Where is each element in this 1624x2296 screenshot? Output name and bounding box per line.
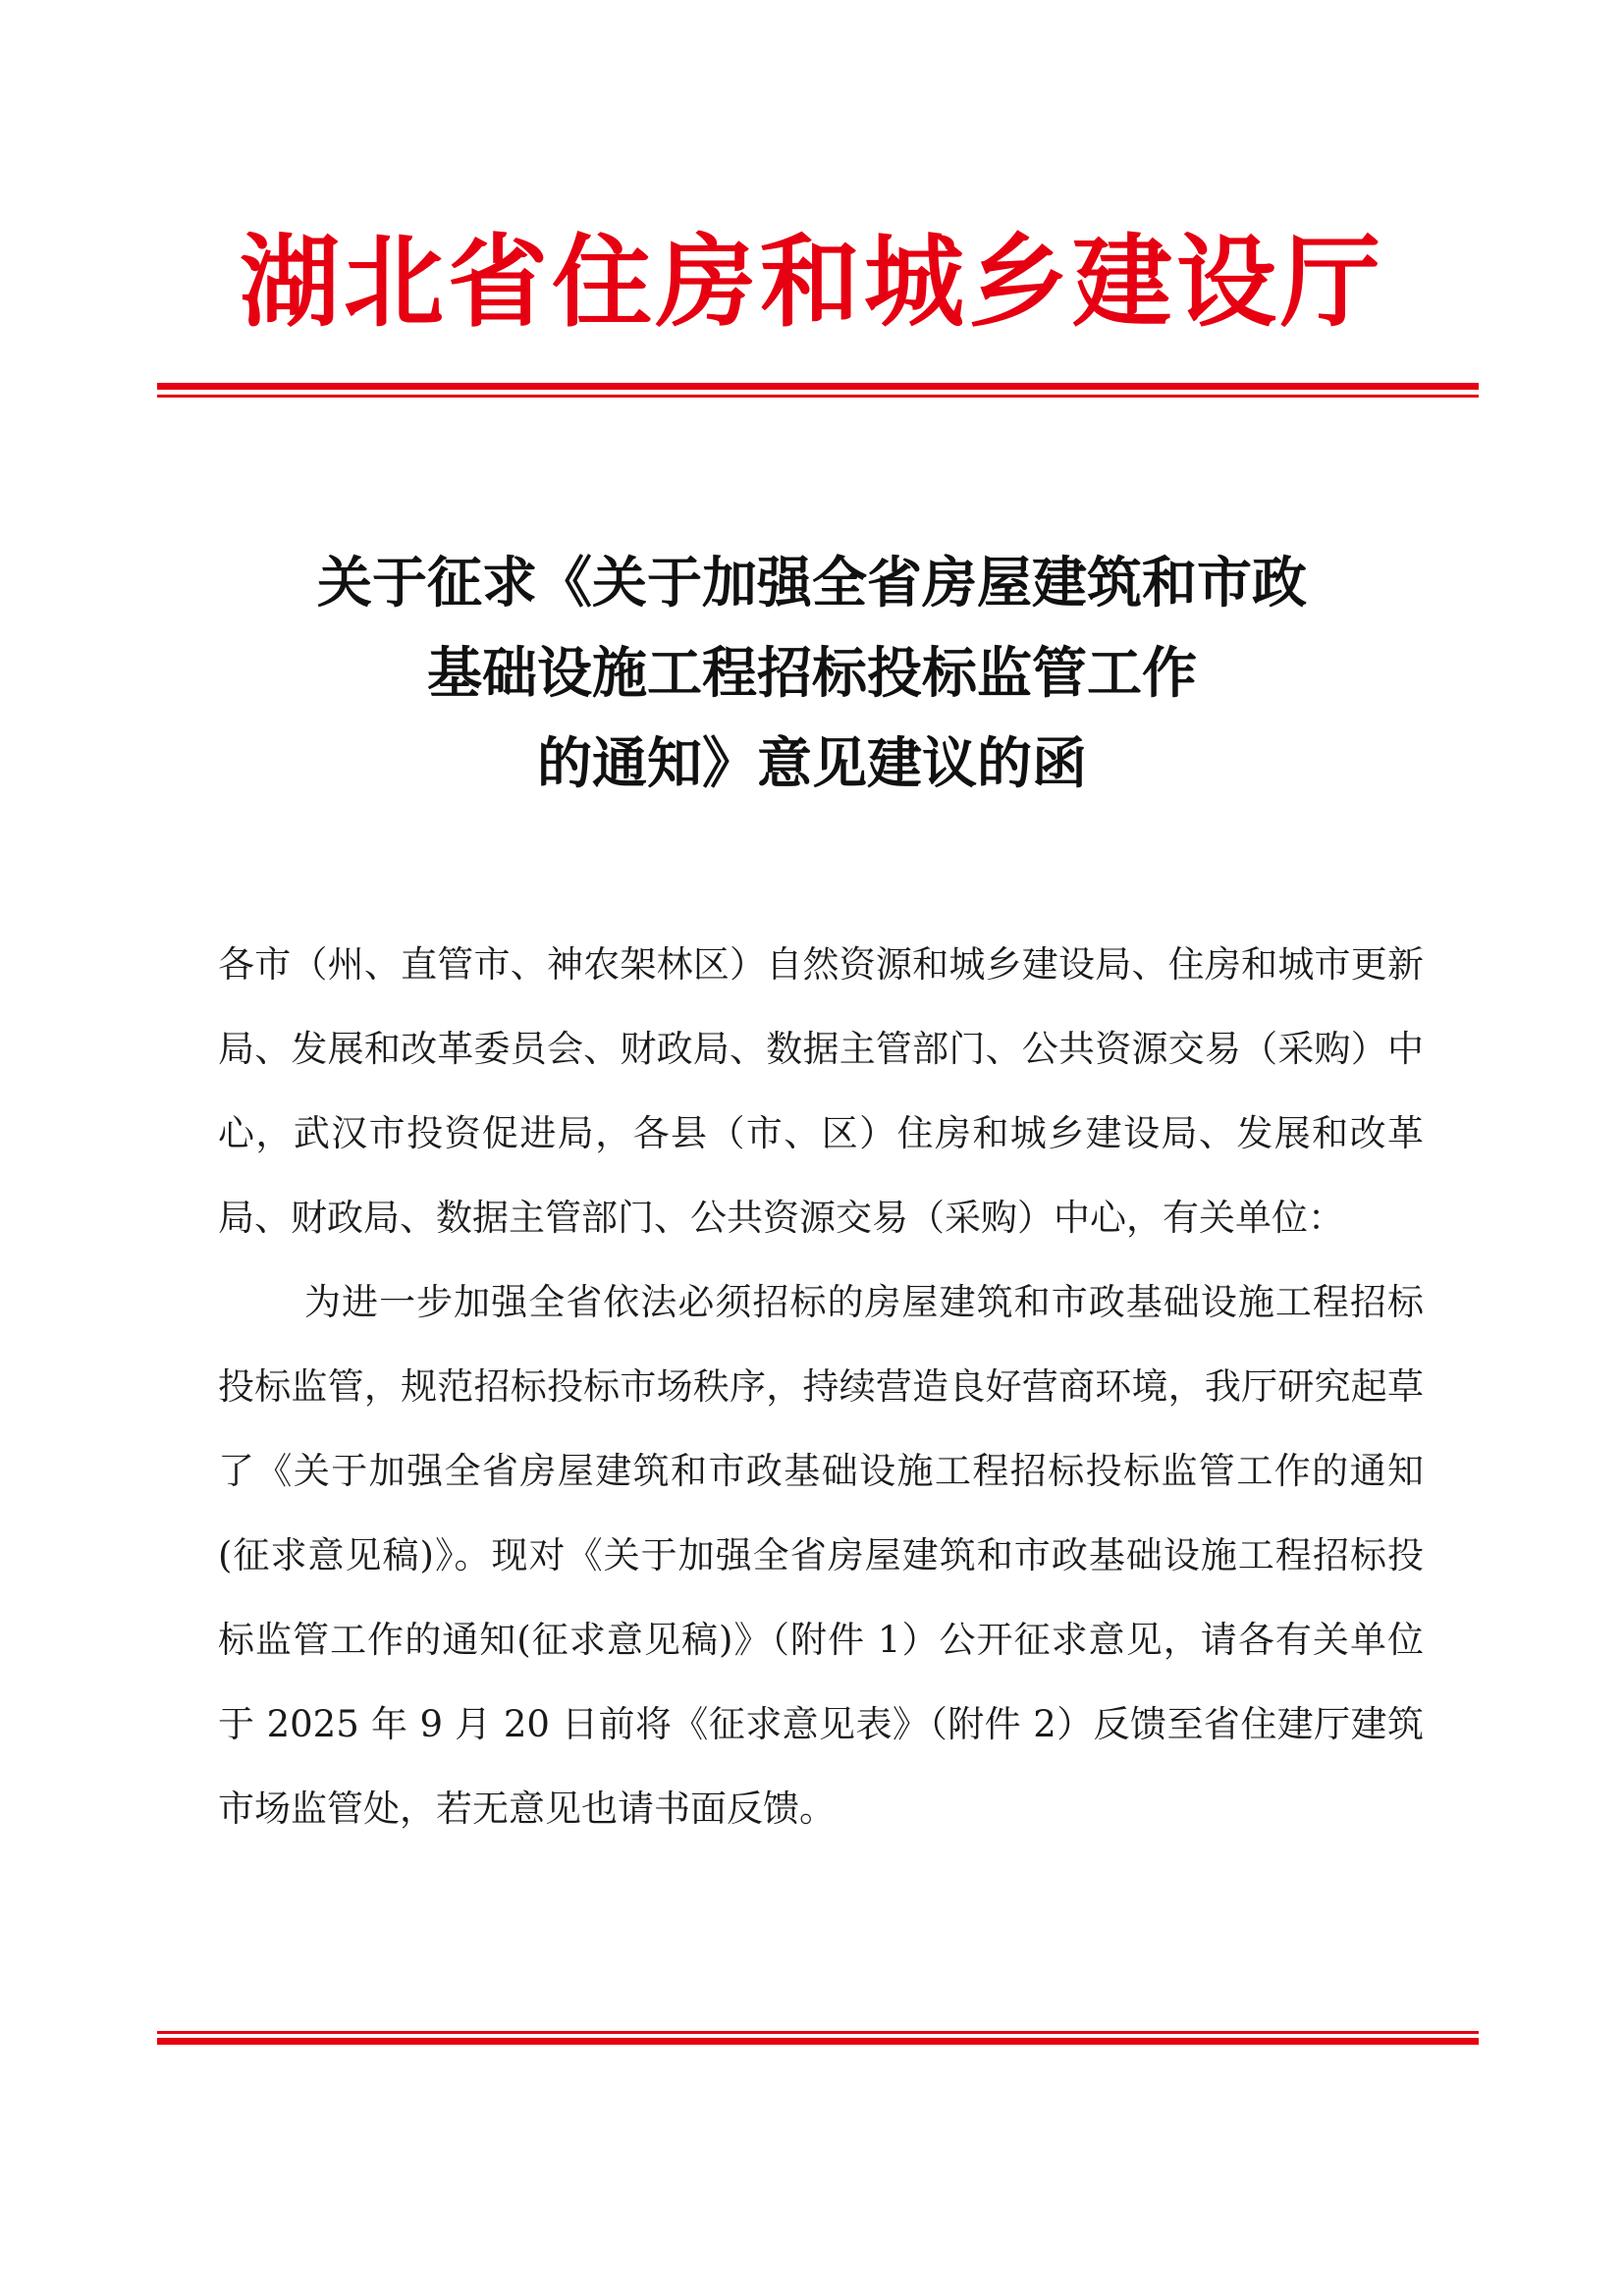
issuer-masthead: 湖北省住房和城乡建设厅: [240, 224, 1384, 342]
masthead-rule-thin: [157, 395, 1479, 398]
main-paragraph: 为进一步加强全省依法必须招标的房屋建筑和市政基础设施工程招标投标监管，规范招标投标市场秩序，持续营造良好营商环境，我厅研究起草了《关于加强全省房屋建筑和市政基础设施工程招标投标监管工作的通知(征求意见稿)》。现对《关于加强全省房屋建筑和市政基础设施工程招标投标监管工作的通知(征求意见稿)》（附件 1）公开征求意见，请各有关单位于 2025 年 9 月 20 日前将《征求意见表》（附件 2）反馈至省住建厅建筑市场监管处，若无意见也请书面反馈。: [218, 1281, 1424, 1830]
title-line-2: 基础设施工程招标投标监管工作: [427, 641, 1197, 706]
document-body: [218, 923, 1424, 1851]
document-title: [157, 538, 1467, 809]
title-line-3: 的通知》意见建议的函: [537, 731, 1087, 796]
addressees-paragraph: 各市（州、直管市、神农架林区）自然资源和城乡建设局、住房和城市更新局、发展和改革委员会、财政局、数据主管部门、公共资源交易（采购）中心，武汉市投资促进局，各县（市、区）住房和城乡建设局、发展和改革局、财政局、数据主管部门、公共资源交易（采购）中心，有关单位：: [218, 943, 1424, 1239]
footer-rule-thin: [157, 2031, 1479, 2034]
title-line-1: 关于征求《关于加强全省房屋建筑和市政: [317, 551, 1307, 615]
footer-rule-thick: [157, 2038, 1479, 2045]
masthead-rule-thick: [157, 383, 1479, 390]
